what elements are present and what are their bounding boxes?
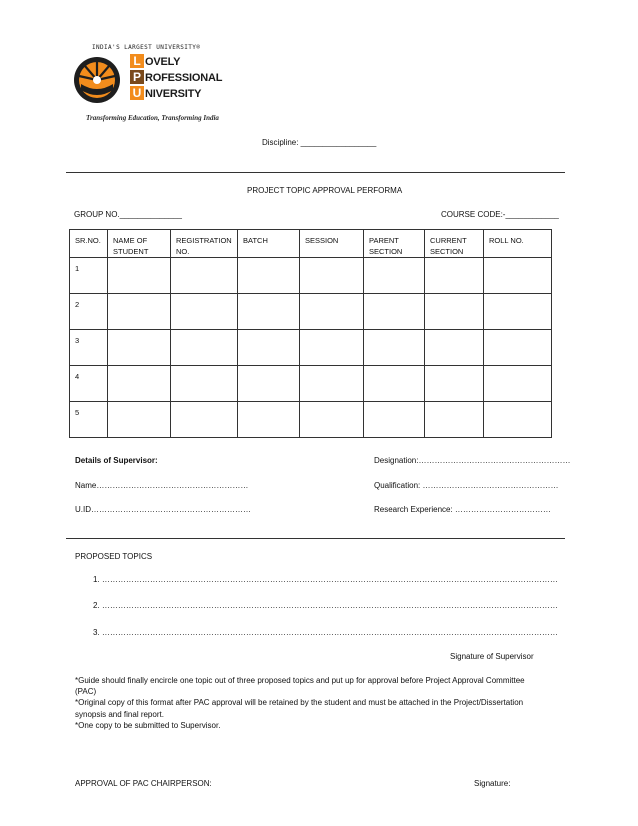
proposed-topics-heading: PROPOSED TOPICS — [75, 552, 153, 561]
logo-tagline: Transforming Education, Transforming India — [86, 114, 219, 122]
table-cell[interactable] — [171, 402, 238, 438]
supervisor-name-field[interactable]: Name………………………………………………… — [75, 481, 249, 490]
col-header-session: SESSION — [300, 230, 364, 258]
table-cell[interactable] — [171, 294, 238, 330]
table-cell[interactable] — [108, 366, 171, 402]
table-row — [70, 294, 552, 330]
table-cell[interactable] — [484, 366, 552, 402]
note-item: *Original copy of this format after PAC approval will be retained by the student and must be attached in the Project/Dissertation synopsis and final report. — [75, 698, 524, 719]
research-experience-field[interactable]: Research Experience: ……………………………… — [374, 505, 551, 514]
logo-wordmark — [145, 54, 222, 102]
table-cell[interactable] — [171, 258, 238, 294]
col-header-sr-no: SR.NO. — [70, 230, 108, 258]
col-header-parent-section: PARENT SECTION — [364, 230, 425, 258]
logo-initials — [130, 54, 144, 102]
supervisor-uid-field[interactable]: U.ID…………………………………………………… — [75, 505, 251, 514]
logo-letter-l: L — [130, 54, 144, 68]
col-header-current-section: CURRENT SECTION — [425, 230, 484, 258]
table-cell[interactable] — [108, 402, 171, 438]
table-cell[interactable] — [300, 402, 364, 438]
table-row — [70, 330, 552, 366]
pac-chairperson-approval-label: APPROVAL OF PAC CHAIRPERSON: — [75, 779, 212, 788]
proposed-topic-3[interactable]: 3. ……………………………………………………………………………………………………………………………………………………… — [93, 628, 558, 637]
table-cell[interactable] — [484, 294, 552, 330]
note-item: *Guide should finally encircle one topic out of three proposed topics and put up for approval before Project Approval Committee (PAC) — [75, 676, 525, 697]
table-cell[interactable] — [300, 258, 364, 294]
table-cell[interactable] — [300, 330, 364, 366]
table-cell[interactable] — [238, 402, 300, 438]
table-cell[interactable] — [425, 402, 484, 438]
table-cell[interactable] — [364, 258, 425, 294]
designation-field[interactable]: Designation:………………………………………………… — [374, 456, 571, 465]
student-table — [69, 229, 552, 438]
row-number: 3 — [70, 330, 108, 366]
table-cell[interactable] — [171, 366, 238, 402]
table-cell[interactable] — [300, 366, 364, 402]
qualification-field[interactable]: Qualification: …………………………………………… — [374, 481, 559, 490]
logo-word-professional: ROFESSIONAL — [145, 72, 223, 84]
table-cell[interactable] — [364, 294, 425, 330]
logo-word-university: NIVERSITY — [145, 88, 202, 100]
form-title: PROJECT TOPIC APPROVAL PERFORMA — [247, 186, 403, 195]
proposed-topic-2[interactable]: 2. ……………………………………………………………………………………………………………………………………………………… — [93, 601, 558, 610]
guidelines-notes — [75, 675, 545, 731]
table-cell[interactable] — [425, 366, 484, 402]
supervisor-signature-label: Signature of Supervisor — [450, 652, 534, 661]
row-number: 2 — [70, 294, 108, 330]
col-header-registration: REGISTRATION NO. — [171, 230, 238, 258]
row-number: 1 — [70, 258, 108, 294]
discipline-field[interactable]: Discipline: _________________ — [262, 138, 377, 147]
divider-top — [66, 172, 565, 173]
table-cell[interactable] — [425, 258, 484, 294]
table-row — [70, 366, 552, 402]
table-cell[interactable] — [425, 330, 484, 366]
logo-word-lovely: OVELY — [145, 56, 181, 68]
note-item: *One copy to be submitted to Supervisor. — [75, 720, 221, 730]
table-cell[interactable] — [484, 402, 552, 438]
logo-letter-p: P — [130, 70, 144, 84]
row-number: 5 — [70, 402, 108, 438]
table-cell[interactable] — [171, 330, 238, 366]
table-cell[interactable] — [425, 294, 484, 330]
logo-tagline-top: INDIA'S LARGEST UNIVERSITY® — [92, 44, 201, 51]
table-cell[interactable] — [364, 366, 425, 402]
course-code-field[interactable]: COURSE CODE:-____________ — [441, 210, 559, 219]
table-cell[interactable] — [238, 294, 300, 330]
table-cell[interactable] — [108, 330, 171, 366]
logo-letter-u: U — [130, 86, 144, 100]
table-cell[interactable] — [364, 402, 425, 438]
col-header-roll-no: ROLL NO. — [484, 230, 552, 258]
table-row — [70, 402, 552, 438]
group-no-field[interactable]: GROUP NO.______________ — [74, 210, 182, 219]
table-cell[interactable] — [108, 294, 171, 330]
table-cell[interactable] — [238, 366, 300, 402]
table-header-row — [70, 230, 552, 258]
table-cell[interactable] — [484, 258, 552, 294]
col-header-name: NAME OF STUDENT — [108, 230, 171, 258]
table-cell[interactable] — [108, 258, 171, 294]
divider-middle — [66, 538, 565, 539]
table-row — [70, 258, 552, 294]
table-cell[interactable] — [300, 294, 364, 330]
university-logo — [70, 40, 230, 130]
table-cell[interactable] — [238, 330, 300, 366]
university-seal-icon — [73, 56, 121, 104]
table-cell[interactable] — [484, 330, 552, 366]
col-header-batch: BATCH — [238, 230, 300, 258]
proposed-topic-1[interactable]: 1. ……………………………………………………………………………………………………………………………………………………… — [93, 575, 558, 584]
table-cell[interactable] — [364, 330, 425, 366]
row-number: 4 — [70, 366, 108, 402]
chairperson-signature-label: Signature: — [474, 779, 511, 788]
table-cell[interactable] — [238, 258, 300, 294]
supervisor-heading: Details of Supervisor: — [75, 456, 158, 465]
